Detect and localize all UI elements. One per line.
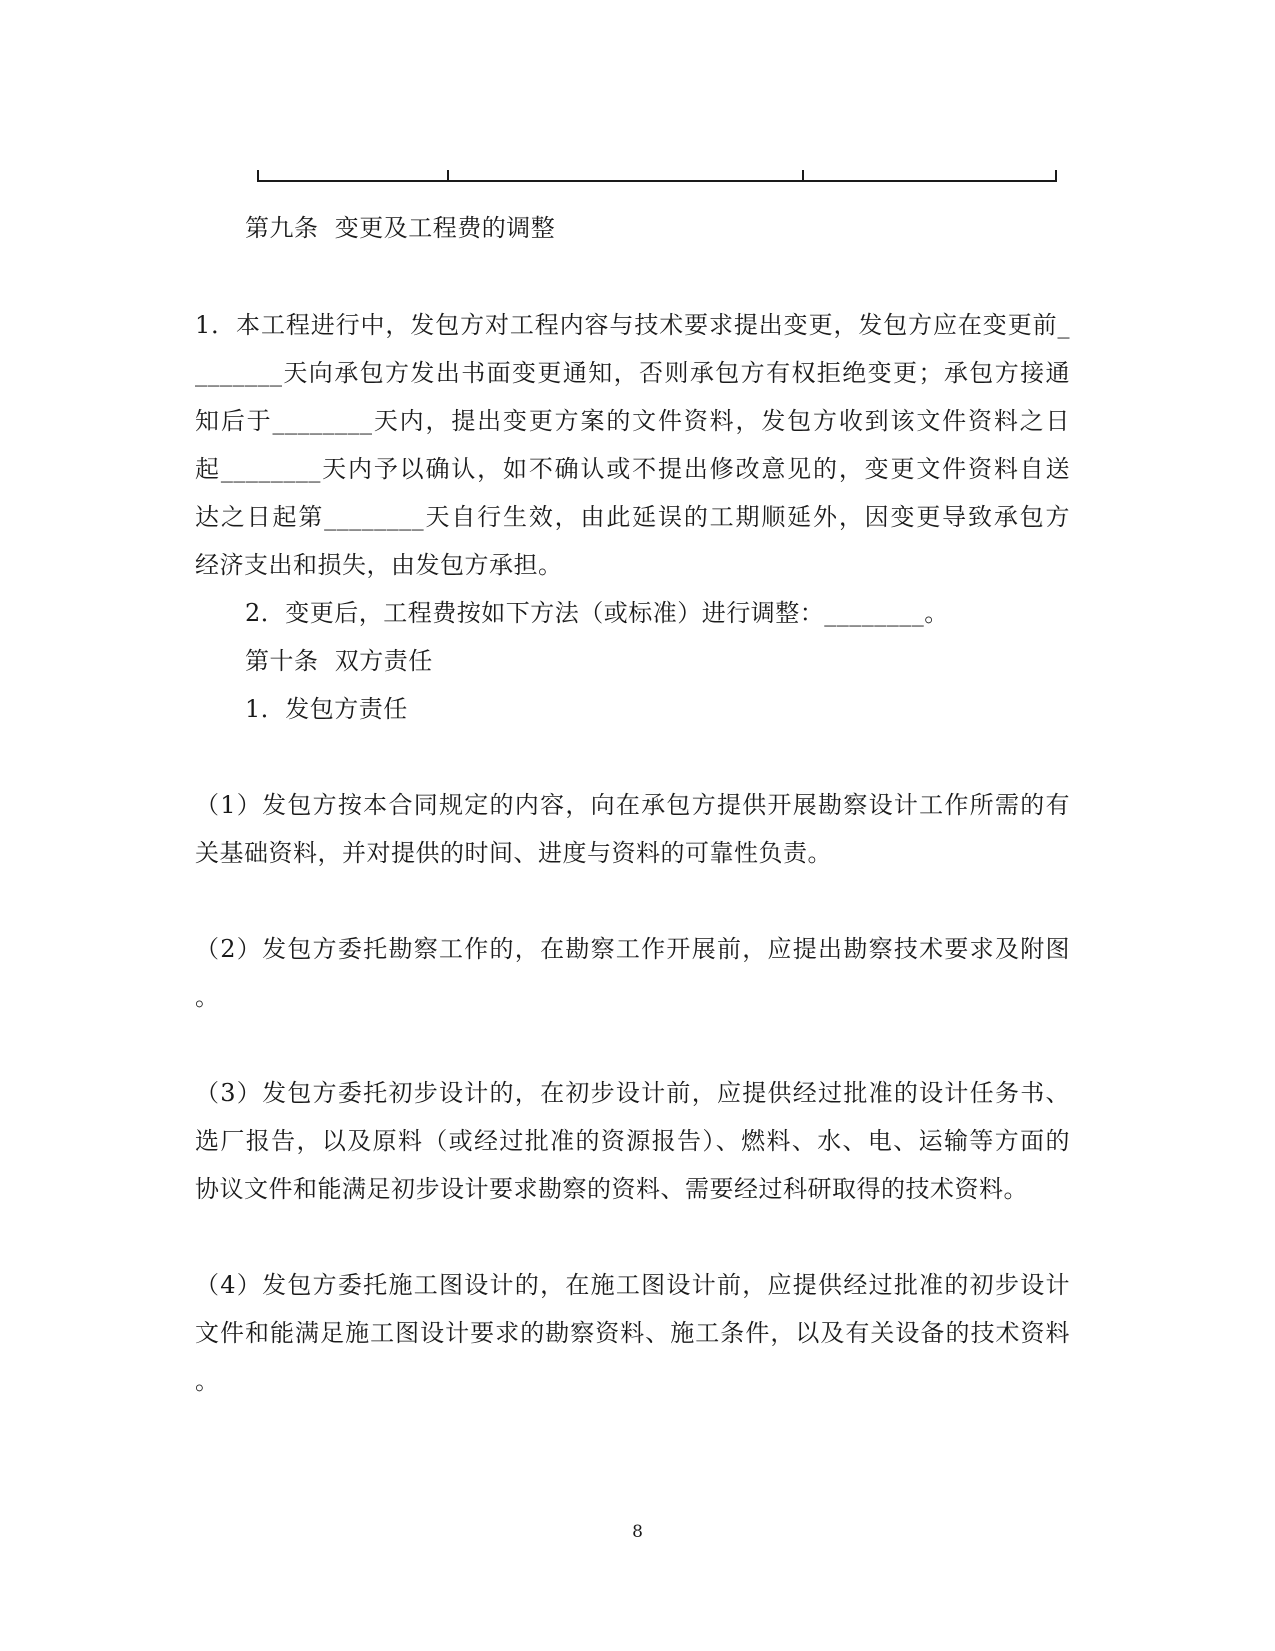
clause-1-line: 经济支出和损失，由发包方承担。 bbox=[195, 551, 563, 579]
table-border-tick bbox=[1055, 170, 1057, 182]
item-3-line: 选厂报告，以及原料（或经过批准的资源报告）、燃料、水、电、运输等方面的 bbox=[195, 1127, 1070, 1155]
table-border-tick bbox=[447, 170, 449, 182]
item-4-line: 文件和能满足施工图设计要求的勘察资料、施工条件，以及有关设备的技术资料 bbox=[195, 1319, 1070, 1347]
item-4-line: （4）发包方委托施工图设计的，在施工图设计前，应提供经过批准的初步设计 bbox=[195, 1271, 1070, 1299]
clause-1-line: 1．本工程进行中，发包方对工程内容与技术要求提出变更，发包方应在变更前_ bbox=[195, 311, 1070, 339]
item-4-line: 。 bbox=[195, 1367, 220, 1395]
table-border-tick bbox=[802, 170, 804, 182]
clause-2: 2．变更后，工程费按如下方法（或标准）进行调整：________。 bbox=[245, 599, 949, 627]
employer-responsibility-heading: 1．发包方责任 bbox=[245, 695, 408, 723]
clause-1-line: 知后于________天内，提出变更方案的文件资料，发包方收到该文件资料之日 bbox=[195, 407, 1070, 435]
item-3-line: （3）发包方委托初步设计的，在初步设计前，应提供经过批准的设计任务书、 bbox=[195, 1079, 1070, 1107]
clause-1-line: _______天向承包方发出书面变更通知，否则承包方有权拒绝变更；承包方接通 bbox=[195, 359, 1070, 387]
item-2-line: 。 bbox=[195, 983, 220, 1011]
clause-1-line: 达之日起第________天自行生效，由此延误的工期顺延外，因变更导致承包方 bbox=[195, 503, 1070, 531]
item-2-line: （2）发包方委托勘察工作的，在勘察工作开展前，应提出勘察技术要求及附图 bbox=[195, 935, 1070, 963]
article-9-heading: 第九条 变更及工程费的调整 bbox=[245, 214, 556, 242]
item-1-line: 关基础资料，并对提供的时间、进度与资料的可靠性负责。 bbox=[195, 839, 832, 867]
item-1-line: （1）发包方按本合同规定的内容，向在承包方提供开展勘察设计工作所需的有 bbox=[195, 791, 1070, 819]
article-10-heading: 第十条 双方责任 bbox=[245, 647, 433, 675]
item-3-line: 协议文件和能满足初步设计要求勘察的资料、需要经过科研取得的技术资料。 bbox=[195, 1175, 1028, 1203]
table-bottom-border bbox=[257, 168, 1057, 182]
table-border-tick bbox=[257, 170, 259, 182]
clause-1-line: 起________天内予以确认，如不确认或不提出修改意见的，变更文件资料自送 bbox=[195, 455, 1070, 483]
page-number: 8 bbox=[632, 1522, 643, 1542]
